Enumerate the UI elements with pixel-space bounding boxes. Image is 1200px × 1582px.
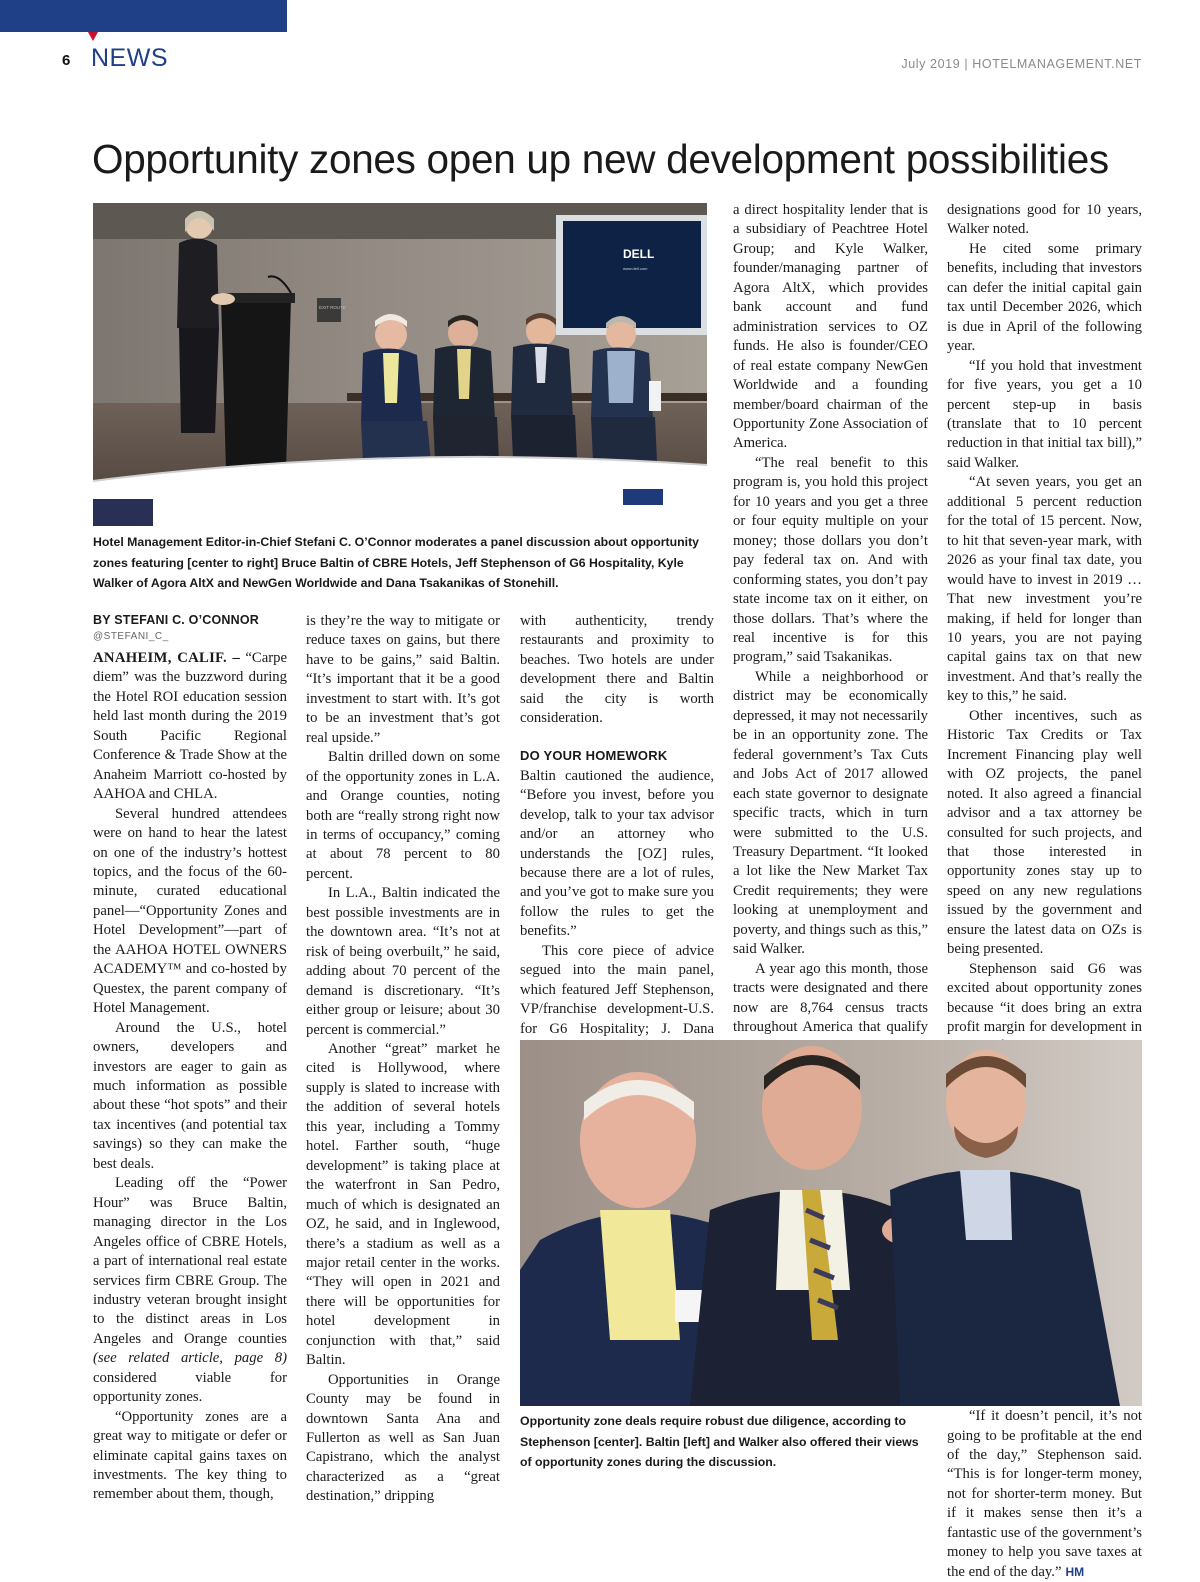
bottom-photo-caption: Opportunity zone deals require robust due diligence, according to Stephenson [center]. Baltin [left] and Walker also offered their views of opportunity zones during the discussion. — [520, 1414, 919, 1469]
paragraph: Several hundred attendees were on hand to hear the latest on one of the industry’s hottest topics, and the focus of the 60-minute, curated educational panel—“Opportunity Zones and Hotel Development”—part of the AAHOA HOTEL OWNERS ACADEMY™ and co-hosted by Questex, the parent company of Hotel Management. — [93, 805, 287, 1017]
column-2 — [306, 612, 500, 1507]
closeup-photo — [520, 1040, 1142, 1406]
paragraph: is they’re the way to mitigate or reduce taxes on gains, but there have to be gains,” said Baltin. “It’s important that it be a good investment to start with. It’s got to be an investment that’s got real upside.” — [306, 613, 500, 746]
related-article-ref[interactable]: (see related article, page 8) — [93, 1350, 287, 1367]
paragraph: Baltin cautioned the audience, “Before you invest, before you develop, talk to your tax advisor and/or an attorney who understands the [OZ] rules, because there are a lot of rules, and you’ve got to make sure you follow the rules to get the benefits.” — [520, 767, 714, 940]
screen-logo-text: DELL — [623, 247, 655, 261]
subhead: DO YOUR HOMEWORK — [520, 747, 668, 763]
paragraph: “If it doesn’t pencil, it’s not going to be profitable at the end of the day,” Stephenson said. “This is for longer-term money, not for shorter-term money. But if it makes sense then it’s a fantastic use of the government’s money to help you save taxes at the end of the day.” HM — [947, 1408, 1142, 1580]
column-4 — [733, 201, 928, 1057]
screen-url-text: www.dell.com — [623, 266, 648, 271]
paragraph: Another “great” market he cited is Hollywood, where supply is slated to increase with the addition of several hotels this year, including a Tommy hotel. Farther south, “huge development” is taking place at the waterfront in San Pedro, much of which is designated an OZ, he said, and in Inglewood, there’s a stadium as well as a major retail center in the works. “They will open in 2021 and there will be opportunities for hotel development in conjunction with that,” said Baltin. — [306, 1040, 500, 1369]
column-3 — [520, 612, 714, 1059]
paragraph: with authenticity, trendy restaurants and proximity to beaches. Two hotels are under development there and Baltin said the city is worth consideration. — [520, 613, 714, 727]
paragraph: While a neighborhood or district may be economically depressed, it may not necessarily be in an opportunity zone. The federal government’s Tax Cuts and Jobs Act of 2017 allowed each state governor to designate specific tracts, which in turn were submitted to the U.S. Treasury Department. “It looked a lot like the New Market Tax Credit requirements; they were looking at unemployment and poverty, and things such as this,” said Walker. — [733, 668, 928, 958]
panel-photo — [93, 203, 707, 526]
header-red-marker — [88, 32, 98, 41]
paragraph: A year ago this month, those tracts were designated and there now are 8,764 census tracts throughout America that qualify — [733, 960, 928, 1036]
paragraph: Opportunities in Orange County may be found in downtown Santa Ana and Fullerton as well as San Juan Capistrano, which the analyst characterized as a “great destination,” dripping — [306, 1371, 500, 1505]
paragraph: Around the U.S., hotel owners, developers and investors are eager to gain as much information as possible about these “hot spots” and their tax incentives (and potential tax savings) so they can make the best deals. — [93, 1019, 287, 1172]
header-color-bar — [0, 0, 287, 32]
paragraph: In L.A., Baltin indicated the best possible investments are in the downtown area. “It’s not at risk of being overbuilt,” he said, adding about 70 percent of the demand is discretionary. “It’s either group or leisure; about 30 percent is commercial.” — [306, 885, 500, 1038]
author-handle: @STEFANI_C_ — [93, 631, 169, 642]
panel-photo-illustration — [93, 203, 707, 526]
paragraph: “At seven years, you get an additional 5 percent reduction for the total of 15 percent. Now, to hit that seven-year mark, with 2026 as your final tax date, you would have to invest in 2019 … That new investment you’re making, if held for longer than 10 years, you are not paying capital gains tax on that new investment. And that’s really the key to this,” he said. — [947, 474, 1142, 705]
paragraph: Baltin drilled down on some of the opportunity zones in L.A. and Orange counties, noting both are “really strong right now in terms of occupancy,” coming at about 78 percent to 80 percent. — [306, 749, 500, 882]
paragraph: This core piece of advice segued into the main panel, which featured Jeff Stephenson, VP/franchise development-U.S. for G6 Hospitality; J. Dana — [520, 942, 714, 1037]
byline: BY STEFANI C. O’CONNOR — [93, 613, 259, 627]
column-1 — [93, 612, 287, 1505]
paragraph: designations good for 10 years, Walker noted. — [947, 202, 1142, 238]
page-number: 6 — [62, 52, 71, 69]
top-photo-caption: Hotel Management Editor-in-Chief Stefani C. O’Connor moderates a panel discussion about opportunity zones featuring [center to right] Bruce Baltin of CBRE Hotels, Jeff Stephenson of G6 Hospitality, Kyle Walker of Agora AltX and NewGen Worldwide and Dana Tsakanikas of Stonehill. — [93, 535, 700, 590]
issue-info: July 2019 | HOTELMANAGEMENT.NET — [901, 57, 1142, 71]
end-mark: HM — [1065, 1564, 1085, 1579]
paragraph: Leading off the “Power Hour” was Bruce Baltin, managing director in the Los Angeles office of CBRE Hotels, a part of international real estate services firm CBRE Group. The industry veteran brought insight to the distinct areas in Los Angeles and Orange counties (see related article, page 8) considered viable for opportunity zones. — [93, 1175, 287, 1406]
paragraph: “Opportunity zones are a great way to mitigate or defer or eliminate capital gains taxes on investments. The key thing to remember about them, though, — [93, 1408, 287, 1503]
dateline: ANAHEIM, CALIF. – — [93, 650, 241, 666]
paragraph: a direct hospitality lender that is a subsidiary of Peachtree Hotel Group; and Kyle Walker, founder/managing partner of Agora AltX, which provides bank account and fund administration services to OZ funds. He also is founder/CEO of real estate company NewGen Worldwide and a founding member/board chairman of the Opportunity Zone Association of America. — [733, 202, 928, 452]
closeup-photo-illustration — [520, 1040, 1142, 1406]
section-title: NEWS — [91, 44, 168, 72]
exit-sign-text: EXIT ROUTE — [319, 305, 346, 310]
paragraph: Other incentives, such as Historic Tax Credits or Tax Increment Financing play well with OZ projects, the panel noted. It also agreed a financial advisor and a tax attorney be consulted for such projects, and that those interested in opportunity zones stay up to speed on any new regulations issued by the government and ensure the latest data on OZs is being presented. — [947, 707, 1142, 958]
paragraph: “The real benefit to this program is, you hold this project for 10 years and you get a three or four equity multiple on your money; those dollars you don’t pay federal tax on. And with conforming states, you don’t pay state income tax on it either, on those dollars. That’s where the real incentive is for this program,” said Tsakanikas. — [733, 454, 928, 666]
paragraph: Stephenson said G6 was excited about opportunity zones because “it does bring an extra profit margin for development in — [947, 960, 1142, 1036]
paragraph: ANAHEIM, CALIF. – “Carpe diem” was the buzzword during the Hotel ROI education session held last month during the 2019 South Pacific Regional Conference & Trade Show at the Anaheim Marriott co-hosted by AAHOA and CHLA. — [93, 650, 287, 803]
article-headline: Opportunity zones open up new development possibilities — [92, 136, 1109, 182]
paragraph: He cited some primary benefits, including that investors can defer the initial capital gain tax until December 2026, which is due in April of the following year. — [947, 240, 1142, 355]
paragraph: “If you hold that investment for five years, you get a 10 percent step-up in basis (translate that to 10 percent reduction in that initial tax bill),” said Walker. — [947, 357, 1142, 471]
